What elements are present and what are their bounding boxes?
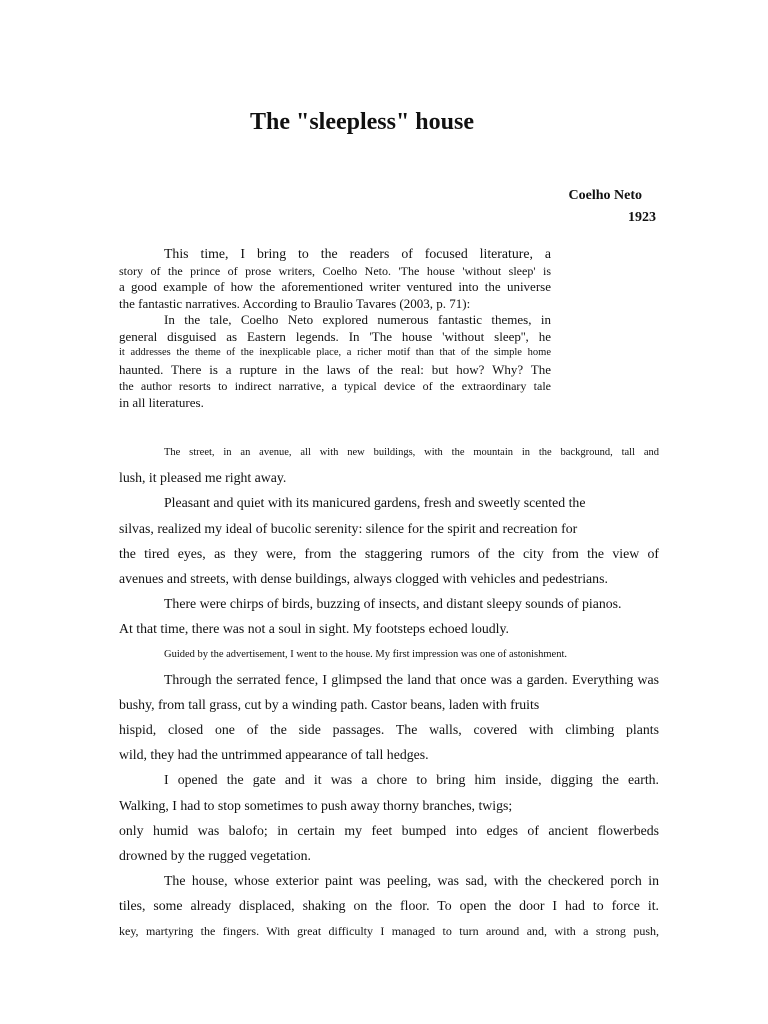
body-line: key, martyring the fingers. With great difficulty I managed to turn around and, with a strong push, (119, 923, 659, 938)
author-name: Coelho Neto (568, 188, 642, 203)
body-line: lush, it pleased me right away. (119, 470, 287, 486)
body-line: Walking, I had to stop sometimes to push away thorny branches, twigs; (119, 797, 513, 813)
body-line: silvas, realized my ideal of bucolic serenity: silence for the spirit and recreation for (119, 520, 578, 536)
intro-line: in all literatures. (119, 394, 204, 410)
intro-line: This time, I bring to the readers of focused literature, a (164, 246, 551, 261)
body-line: Through the serrated fence, I glimpsed the land that once was a garden. Everything was (164, 671, 659, 687)
story-body (119, 440, 659, 944)
intro-line: the fantastic narratives. According to Braulio Tavares (2003, p. 71): (119, 295, 471, 311)
body-line: The street, in an avenue, all with new buildings, with the mountain in the background, tall and (164, 447, 659, 458)
body-line: avenues and streets, with dense buildings, always clogged with vehicles and pedestrians. (119, 570, 608, 586)
page-title: The "sleepless" house (249, 109, 474, 135)
intro-line: general disguised as Eastern legends. In 'The house 'without sleep'', he (119, 328, 551, 344)
body-line: At that time, there was not a soul in sight. My footsteps echoed loudly. (119, 621, 509, 637)
body-line: hispid, closed one of the side passages. The walls, covered with climbing plants (119, 722, 659, 738)
publication-year: 1923 (628, 210, 656, 225)
intro-line: story of the prince of prose writers, Coelho Neto. 'The house 'without sleep' is (119, 263, 551, 278)
body-line: drowned by the rugged vegetation. (119, 848, 311, 863)
body-line: Guided by the advertisement, I went to the house. My first impression was one of astonishment. (164, 648, 568, 660)
intro-line: In the tale, Coelho Neto explored numerous fantastic themes, in (164, 312, 551, 327)
intro-line: the author resorts to indirect narrative, a typical device of the extraordinary tale (119, 379, 551, 393)
intro-line: it addresses the theme of the inexplicable place, a richer motif than that of the simple home (119, 347, 551, 358)
body-line: tiles, some already displaced, shaking on the floor. To open the door I had to force it. (119, 898, 659, 914)
body-line: I opened the gate and it was a chore to bring him inside, digging the earth. (164, 772, 659, 788)
body-line: Pleasant and quiet with its manicured gardens, fresh and sweetly scented the (164, 495, 586, 511)
body-line: only humid was balofo; in certain my feet bumped into edges of ancient flowerbeds (119, 822, 659, 838)
body-line: The house, whose exterior paint was peeling, was sad, with the checkered porch in (164, 873, 659, 889)
body-line: the tired eyes, as they were, from the staggering rumors of the city from the view of (119, 545, 659, 561)
body-line: There were chirps of birds, buzzing of insects, and distant sleepy sounds of pianos. (164, 596, 622, 612)
body-line: bushy, from tall grass, cut by a winding path. Castor beans, laden with fruits (119, 696, 540, 712)
intro-line: haunted. There is a rupture in the laws of the real: but how? Why? The (119, 361, 551, 377)
intro-line: a good example of how the aforementioned writer ventured into the universe (119, 279, 551, 294)
intro-paragraph (119, 246, 551, 411)
body-line: wild, they had the untrimmed appearance of tall hedges. (119, 747, 429, 763)
